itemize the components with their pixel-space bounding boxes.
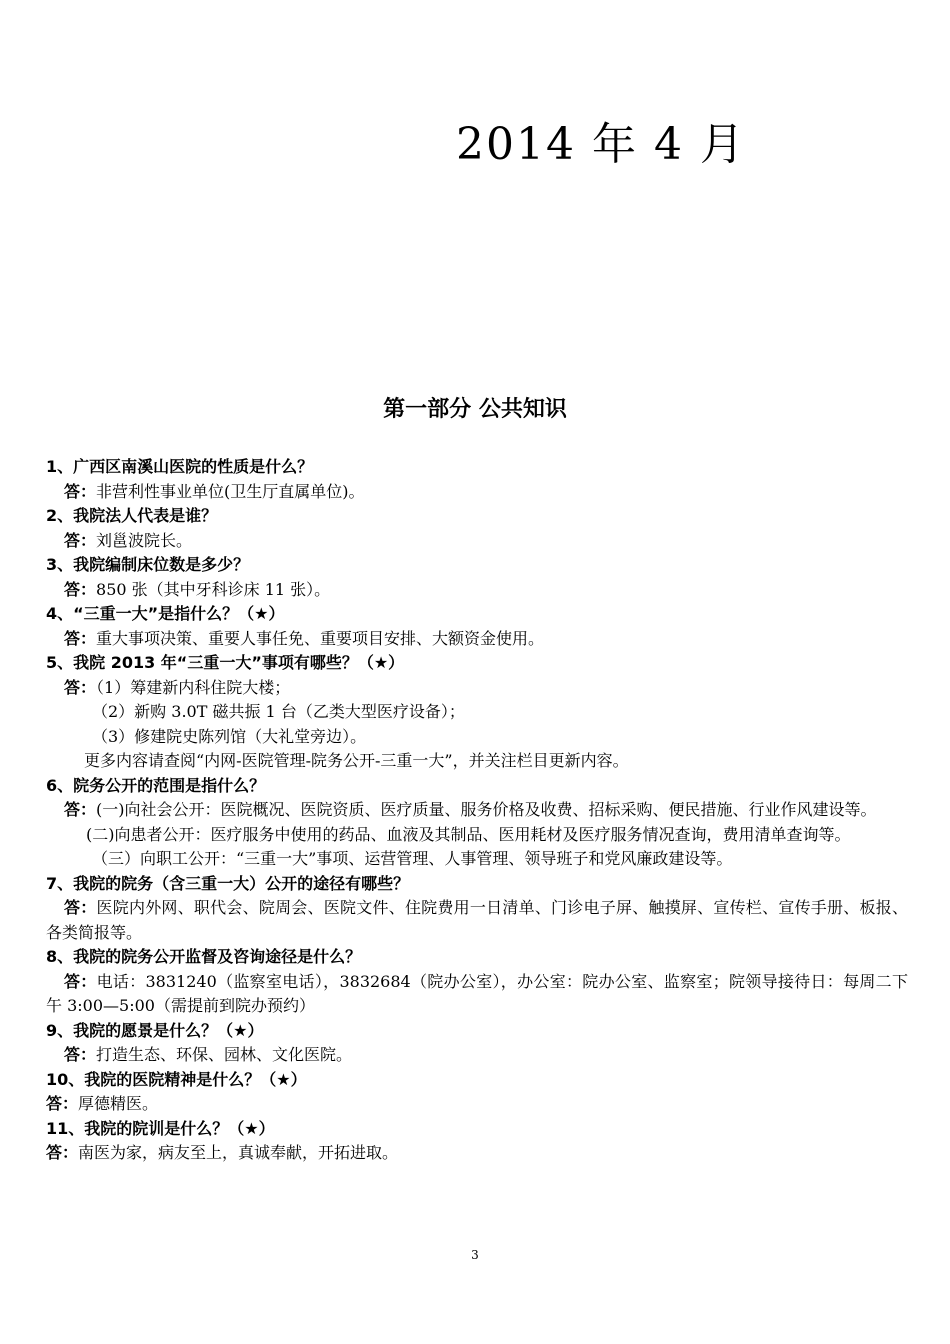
part-title: 第一部分 公共知识 [383,397,567,422]
answer-text: 刘邕波院长。 [96,530,193,550]
answer-text: 重大事项决策、重要人事任免、重要项目安排、大额资金使用。 [96,628,545,648]
question-4: 4、“三重一大”是指什么？（★） [46,604,285,623]
answer-label: 答： [46,1143,79,1162]
answer-5-line-1 [46,676,908,701]
answer-label: 答： [64,481,97,501]
answer-text: 打造生态、环保、园林、文化医院。 [96,1045,353,1064]
answer-label: 答： [64,628,97,648]
answer-label: 答： [64,800,97,819]
question-5: 5、我院 2013 年“三重一大”事项有哪些？（★） [46,653,405,672]
document-date: 2014 年 4 月 [456,119,746,170]
question-9: 9、我院的愿景是什么？（★） [46,1020,264,1040]
qa-list [46,455,908,1166]
question-3: 3、我院编制床位数是多少？ [46,555,250,574]
answer-label: 答： [64,971,97,991]
question-8: 8、我院的院务公开监督及咨询途径是什么？ [46,947,362,966]
question-7: 7、我院的院务（含三重一大）公开的途径有哪些？ [46,873,410,893]
answer-4 [46,627,908,652]
page-number: 3 [471,1248,479,1262]
question-10: 10、我院的医院精神是什么？（★） [46,1069,307,1089]
answer-text: 电话：3831240（监察室电话），3832684（院办公室），办公室：院办公室、监察室；院领导接待日：每周二下午 3:00—5:00（需提前到院办预约） [46,971,908,1015]
answer-label: 答： [64,579,97,599]
answer-text: 南医为家，病友至上，真诚奉献，开拓进取。 [78,1143,399,1162]
answer-11 [46,1141,908,1166]
answer-label: 答： [64,677,97,697]
answer-5-line-2: （2）新购 3.0T 磁共振 1 台（乙类大型医疗设备）； [92,702,465,721]
answer-6-part-1 [46,798,908,823]
question-6: 6、院务公开的范围是指什么？ [46,775,266,795]
answer-label: 答： [64,898,97,917]
answer-5-line-3: （3）修建院史陈列馆（大礼堂旁边）。 [92,726,367,746]
answer-label: 答： [46,1094,79,1113]
answer-8 [46,970,908,1019]
answer-3 [46,578,908,603]
answer-7 [46,896,908,945]
question-11: 11、我院的院训是什么？（★） [46,1118,275,1138]
answer-6-part-3: （三）向职工公开：“三重一大”事项、运营管理、人事管理、领导班子和党风廉政建设等。 [92,849,733,868]
answer-label: 答： [64,530,97,550]
answer-10 [46,1092,908,1117]
answer-2 [46,529,908,554]
answer-text: 厚德精医。 [78,1094,159,1113]
answer-6-part-2: (二)向患者公开：医疗服务中使用的药品、血液及其制品、医用耗材及医疗服务情况查询，费用清单查询等。 [86,824,851,844]
answer-text: 医院内外网、职代会、院周会、医院文件、住院费用一日清单、门诊电子屏、触摸屏、宣传栏、宣传手册、板报、各类简报等。 [46,898,908,942]
answer-9 [46,1043,908,1068]
question-1: 1、广西区南溪山医院的性质是什么？ [46,457,314,476]
answer-text: 非营利性事业单位(卫生厅直属单位)。 [96,481,365,501]
answer-label: 答： [64,1045,97,1064]
answer-text: （1）筹建新内科住院大楼； [96,677,291,697]
answer-5-more: 更多内容请查阅“内网-医院管理-院务公开-三重一大”，并关注栏目更新内容。 [84,751,629,770]
answer-text: (一)向社会公开：医院概况、医院资质、医疗质量、服务价格及收费、招标采购、便民措施、行业作风建设等。 [96,800,877,819]
answer-1 [46,480,908,505]
question-2: 2、我院法人代表是谁？ [46,506,218,525]
answer-text: 850 张（其中牙科诊床 11 张）。 [96,579,331,599]
